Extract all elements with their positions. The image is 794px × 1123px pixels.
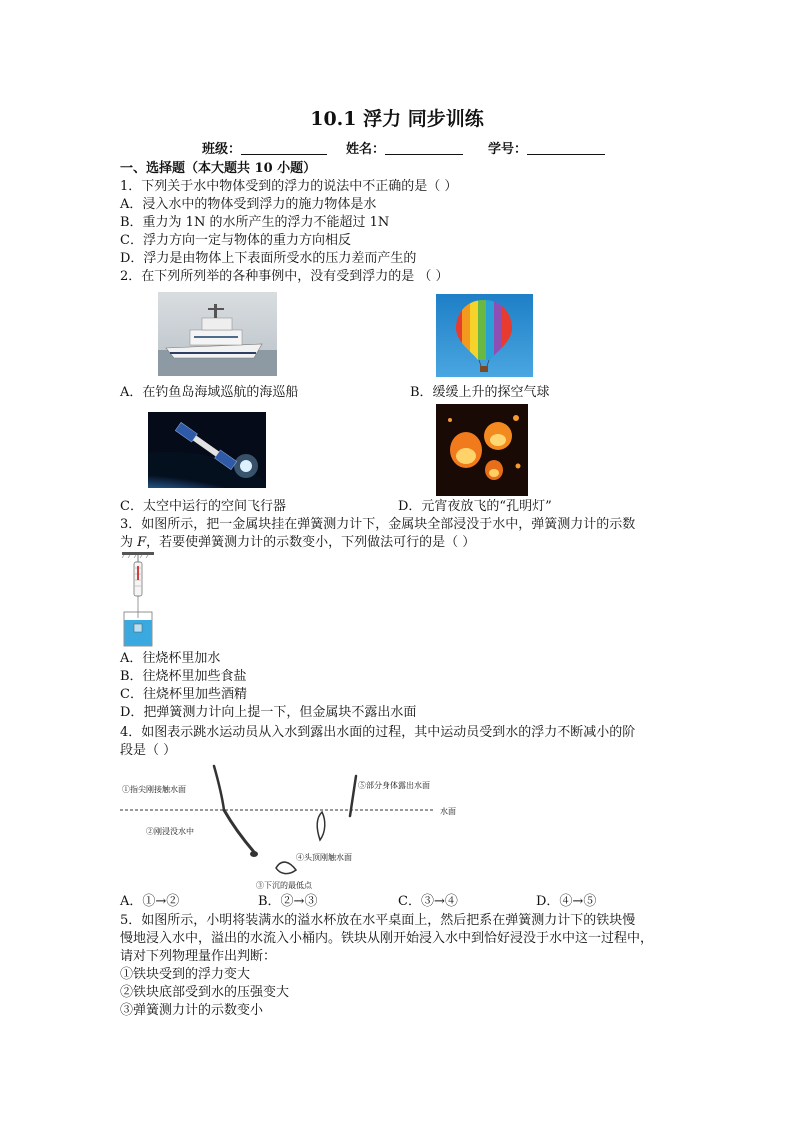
id-label: 学号： [488,142,528,157]
q3-option-d: D．把弹簧测力计向上提一下，但金属块不露出水面 [120,705,417,720]
sky-lantern-image [436,404,528,496]
q1-option-d: D．浮力是由物体上下表面所受水的压力差而产生的 [120,251,417,266]
q3-stem-var: F [137,535,147,550]
diver-label-1: ①指尖刚接触水面 [122,785,186,794]
q3-option-c: C．往烧杯里加些酒精 [120,687,247,702]
section-heading: 一、选择题（本大题共 10 小题） [120,161,317,176]
q4-option-c: C．③→④ [398,894,458,909]
q2-option-a: A．在钓鱼岛海域巡航的海巡船 [120,385,299,400]
q3-stem-line2 [120,534,475,551]
patrol-ship-image [158,292,277,376]
q1-option-a: A．浸入水中的物体受到浮力的施力物体是水 [120,197,377,212]
water-surface-label: 水面 [440,807,456,816]
name-field [346,138,463,157]
name-blank[interactable] [385,140,463,155]
q5-stem-line1: 5．如图所示，小明将装满水的溢水杯放在水平桌面上，然后把系在弹簧测力计下的铁块慢 [120,913,636,928]
q2-stem: 2．在下列所列举的各种事例中，没有受到浮力的是 （ ） [120,269,449,284]
q4-option-d: D．④→⑤ [536,894,597,909]
q3-option-a: A．往烧杯里加水 [120,651,221,666]
class-blank[interactable] [241,140,327,155]
q1-option-b: B．重力为 1N 的水所产生的浮力不能超过 1N [120,215,390,230]
q2-option-d: D．元宵夜放飞的“孔明灯” [398,499,552,514]
q2-option-b: B．缓缓上升的探空气球 [410,385,550,400]
diver-label-2: ②刚浸没水中 [146,827,194,836]
q5-stem-line2: 慢地浸入水中，溢出的水流入小桶内。铁块从刚开始浸入水中到恰好浸没于水中这一过程中， [120,931,654,946]
q2-option-c: C．太空中运行的空间飞行器 [120,499,286,514]
spring-scale-beaker-figure [120,552,156,648]
hot-air-balloon-image [436,294,533,377]
q3-stem-line1: 3．如图所示，把一金属块挂在弹簧测力计下，金属块全部浸没于水中，弹簧测力计的示数 [120,517,636,532]
diver-label-4: ④头顶刚触水面 [296,853,352,862]
q4-option-a: A．①→② [120,894,180,909]
page-title: 10.1 浮力 同步训练 [310,108,484,130]
diver-label-5: ⑤部分身体露出水面 [358,781,430,790]
q5-item-2: ②铁块底部受到水的压强变大 [120,985,290,1000]
q4-stem-line1: 4．如图表示跳水运动员从入水到露出水面的过程，其中运动员受到水的浮力不断减小的阶 [120,725,636,740]
q1-stem: 1．下列关于水中物体受到的浮力的说法中不正确的是（ ） [120,179,458,194]
spacecraft-image [148,412,266,488]
q4-stem-line2: 段是（ ） [120,743,177,758]
id-blank[interactable] [527,140,605,155]
q1-option-c: C．浮力方向一定与物体的重力方向相反 [120,233,351,248]
q5-stem-line3: 请对下列物理量作出判断： [120,949,277,964]
id-field [488,138,605,157]
q3-option-b: B．往烧杯里加些食盐 [120,669,247,684]
class-label: 班级： [202,142,242,157]
diver-label-3: ③下沉的最低点 [256,881,312,890]
q5-item-3: ③弹簧测力计的示数变小 [120,1003,264,1018]
q3-stem-pre: 为 [120,535,138,550]
class-field [202,138,327,157]
q3-stem-post: ，若要使弹簧测力计的示数变小，下列做法可行的是（ ） [146,535,476,550]
q5-item-1: ①铁块受到的浮力变大 [120,967,251,982]
q4-option-b: B．②→③ [258,894,318,909]
name-label: 姓名： [346,142,386,157]
